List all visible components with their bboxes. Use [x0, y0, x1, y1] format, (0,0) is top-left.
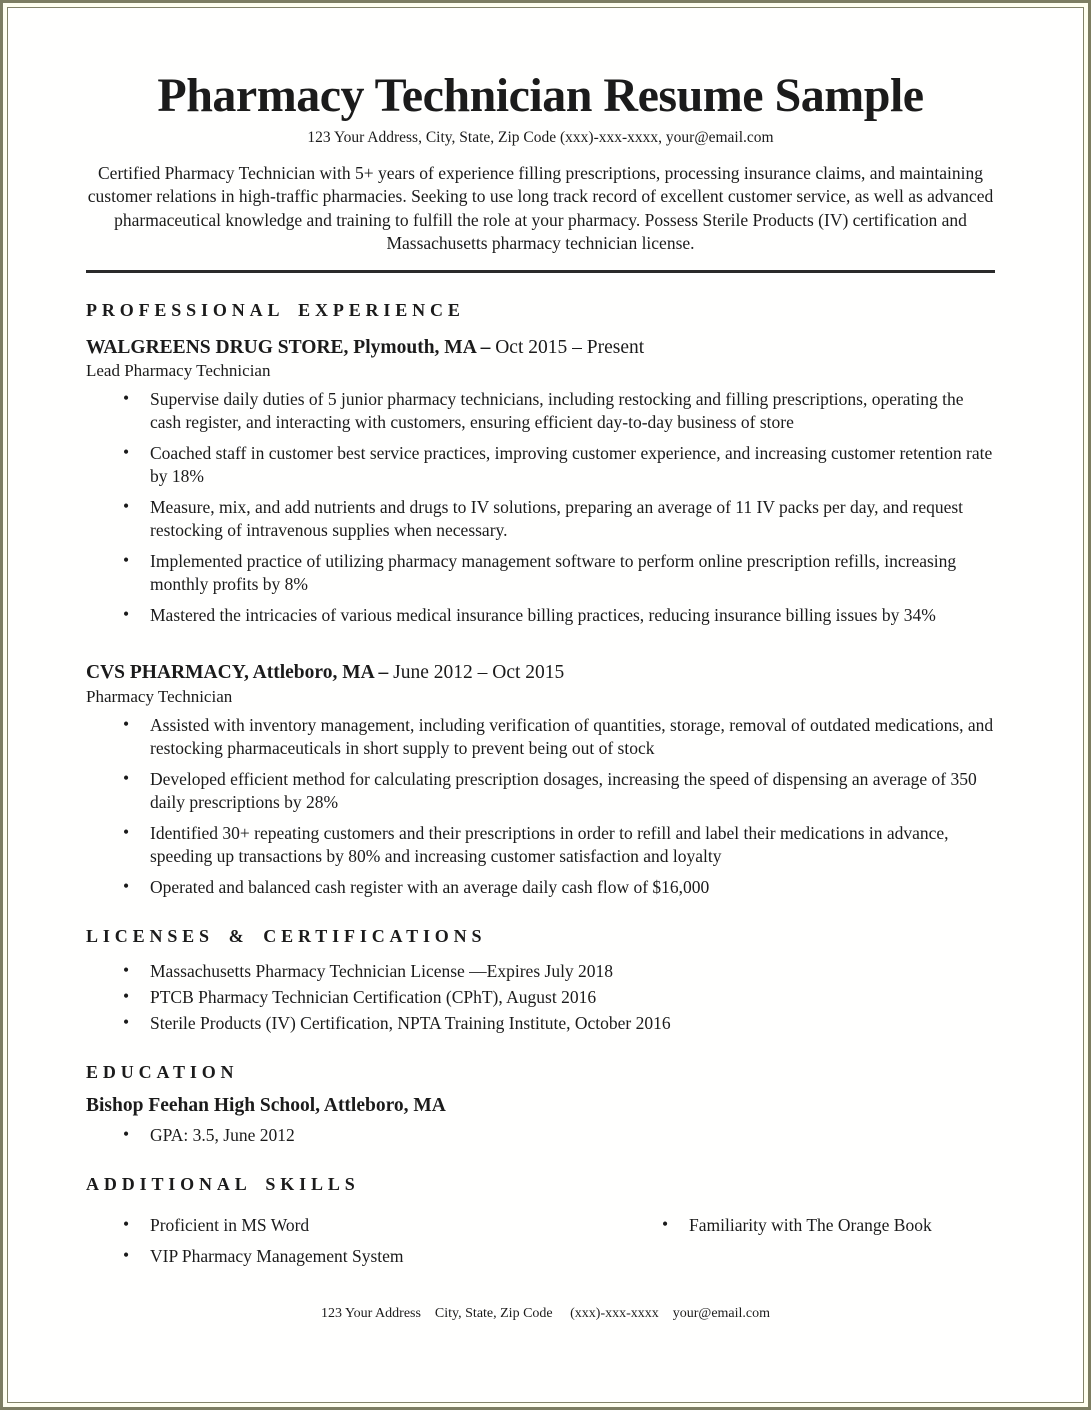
skill-item: • VIP Pharmacy Management System [122, 1245, 625, 1268]
bullet-item: • PTCB Pharmacy Technician Certification (CPhT), August 2016 [122, 985, 995, 1009]
job-role: Lead Pharmacy Technician [86, 361, 271, 381]
resume-header [86, 70, 995, 273]
bullet-item: • Supervise daily duties of 5 junior pharmacy technicians, including restocking and filling prescriptions, operating the cash register, and interacting with customers, ensuring efficient day-to-day business of store [122, 388, 995, 434]
skills-left-column [86, 1214, 625, 1276]
job-cvs [86, 661, 995, 898]
job-bullet-list [86, 714, 995, 899]
bullet-item: • Measure, mix, and add nutrients and drugs to IV solutions, preparing an average of 11 IV packs per day, and request restocking of intravenous supplies when necessary. [122, 496, 995, 542]
section-heading-licenses: LICENSES & CERTIFICATIONS [86, 925, 487, 946]
footer-contact-line: 123 Your Address City, State, Zip Code (xxx)-xxx-xxxx your@email.com [320, 1306, 771, 1321]
job-role: Pharmacy Technician [86, 686, 233, 706]
bullet-item: • Coached staff in customer best service practices, improving customer experience, and increasing customer retention rate by 18% [122, 442, 995, 488]
resume-page-inner [7, 7, 1084, 1403]
page-title: Pharmacy Technician Resume Sample [157, 69, 924, 122]
employment-dates: June 2012 – Oct 2015 [388, 662, 565, 684]
bullet-item: • Assisted with inventory management, including verification of quantities, storage, removal of outdated medications, and restocking pharmaceuticals in short supply to prevent being out of stock [122, 714, 995, 760]
summary-divider [86, 270, 995, 273]
employer-name: WALGREENS DRUG STORE, Plymouth, MA – [86, 336, 491, 358]
bullet-item: • Mastered the intricacies of various medical insurance billing practices, reducing insurance billing issues by 34% [122, 604, 995, 627]
employment-dates: Oct 2015 – Present [490, 336, 645, 358]
section-education [86, 1062, 995, 1147]
education-bullet-list [86, 1124, 995, 1147]
bullet-item: • Implemented practice of utilizing pharmacy management software to perform online prescription refills, increasing monthly profits by 8% [122, 550, 995, 596]
school-name: Bishop Feehan High School, Attleboro, MA [86, 1094, 446, 1116]
summary-paragraph: Certified Pharmacy Technician with 5+ years of experience filling prescriptions, processing insurance claims, and maintaining customer relations in high-traffic pharmacies. Seeking to use long track record of excellent customer service, as well as advanced pharmaceutical knowledge and training to fulfill the role at your pharmacy. Possess Sterile Products (IV) certification and Massachusetts pharmacy technician license. [87, 162, 994, 254]
section-heading-skills: ADDITIONAL SKILLS [86, 1173, 360, 1194]
skills-right-column [625, 1214, 995, 1276]
bullet-item: • GPA: 3.5, June 2012 [122, 1124, 995, 1147]
skill-item: • Familiarity with The Orange Book [661, 1214, 995, 1237]
bullet-item: • Operated and balanced cash register with an average daily cash flow of $16,000 [122, 876, 995, 899]
bullet-item: • Sterile Products (IV) Certification, NPTA Training Institute, October 2016 [122, 1011, 995, 1035]
licenses-bullet-list [86, 959, 995, 1035]
section-professional-experience [86, 300, 995, 899]
bullet-item: • Identified 30+ repeating customers and their prescriptions in order to refill and label their medications in advance, speeding up transactions by 80% and increasing customer satisfaction and loyalty [122, 822, 995, 868]
contact-line: 123 Your Address, City, State, Zip Code (xxx)-xxx-xxxx, your@email.com [307, 128, 774, 146]
bullet-item: • Developed efficient method for calculating prescription dosages, increasing the speed of dispensing an average of 350 daily prescriptions by 28% [122, 768, 995, 814]
bullet-item: • Massachusetts Pharmacy Technician License —Expires July 2018 [122, 959, 995, 983]
section-heading-experience: PROFESSIONAL EXPERIENCE [86, 299, 465, 320]
skills-columns [86, 1207, 995, 1276]
section-heading-education: EDUCATION [86, 1061, 239, 1082]
job-bullet-list [86, 388, 995, 627]
employer-name: CVS PHARMACY, Attleboro, MA – [86, 662, 389, 684]
section-licenses-certifications [86, 926, 995, 1035]
section-additional-skills [86, 1174, 995, 1276]
job-heading [86, 336, 995, 359]
skill-item: • Proficient in MS Word [122, 1214, 625, 1237]
job-walgreens [86, 336, 995, 627]
job-heading [86, 661, 995, 684]
